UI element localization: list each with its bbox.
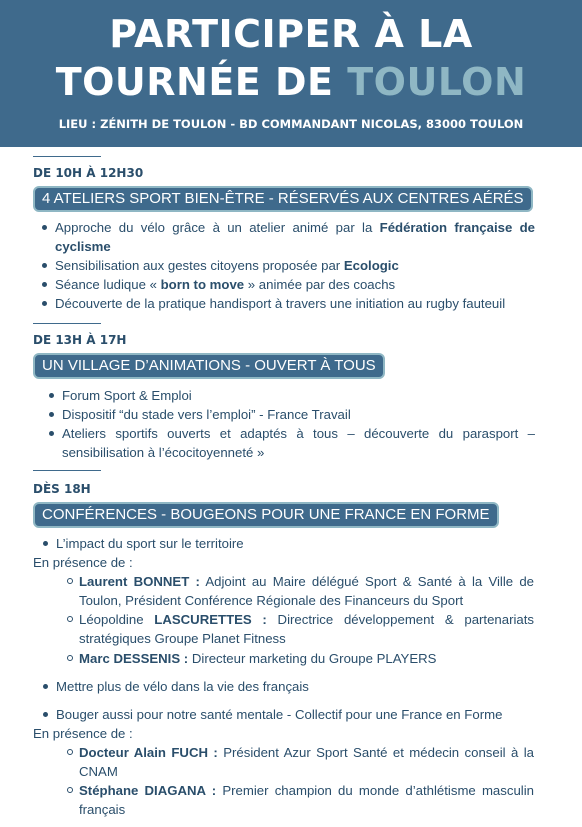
list-item: Découverte de la pratique handisport à travers une initiation au rugby fauteuil [55, 294, 535, 313]
list-item: Approche du vélo grâce à un atelier animé par la Fédération française de cyclisme [55, 220, 535, 254]
speaker-item: Laurent BONNET : Adjoint au Maire délégué Sport & Santé à la Ville de Toulon, Président Conférence Régionale des Financeurs du Sport [79, 574, 534, 608]
title-text: TOURNÉE DE [55, 60, 348, 104]
section-heading: 4 ATELIERS SPORT BIEN-ÊTRE - RÉSERVÉS AUX CENTRES AÉRÉS [33, 186, 533, 212]
venue-address: LIEU : ZÉNITH DE TOULON - BD COMMANDANT NICOLAS, 83000 TOULON [58, 117, 524, 131]
talk-item: Mettre plus de vélo dans la vie des français [56, 677, 536, 696]
header-banner [0, 0, 582, 147]
list-item: Ateliers sportifs ouverts et adaptés à tous – découverte du parasport – sensibilisation à l’écocitoyenneté » [62, 426, 535, 460]
section-divider [33, 323, 101, 324]
speaker-item: Stéphane DIAGANA : Premier champion du monde d’athlétisme masculin français [79, 783, 534, 817]
speaker-item: Léopoldine LASCURETTES : Directrice développement & partenariats stratégiques Groupe Planet Fitness [79, 612, 535, 646]
page-title-line2 [0, 60, 582, 104]
talk-item: L’impact du sport sur le territoire [56, 534, 536, 553]
presence-label: En présence de : [33, 555, 133, 570]
list-item: Forum Sport & Emploi [62, 386, 537, 405]
section-heading: CONFÉRENCES - BOUGEONS POUR UNE FRANCE EN FORME [33, 502, 499, 528]
page-title-line1: PARTICIPER À LA [109, 12, 473, 56]
section-time: DE 13H À 17H [33, 333, 127, 347]
section-time: DÈS 18H [33, 482, 91, 496]
section-heading: UN VILLAGE D’ANIMATIONS - OUVERT À TOUS [33, 353, 385, 379]
section-divider [33, 470, 101, 471]
speaker-item: Marc DESSENIS : Directeur marketing du Groupe PLAYERS [79, 649, 534, 668]
section-divider [33, 156, 101, 157]
section-time: DE 10H À 12H30 [33, 166, 144, 180]
list-item: Séance ludique « born to move » animée par des coachs [55, 275, 535, 294]
presence-label: En présence de : [33, 726, 133, 741]
talk-item: Bouger aussi pour notre santé mentale - Collectif pour une France en Forme [56, 705, 536, 724]
list-item: Dispositif “du stade vers l’emploi” - France Travail [62, 405, 537, 424]
list-item: Sensibilisation aux gestes citoyens proposée par Ecologic [55, 256, 535, 275]
speaker-item: Docteur Alain FUCH : Président Azur Sport Santé et médecin conseil à la CNAM [79, 745, 534, 779]
title-accent-city: TOULON [347, 60, 527, 104]
